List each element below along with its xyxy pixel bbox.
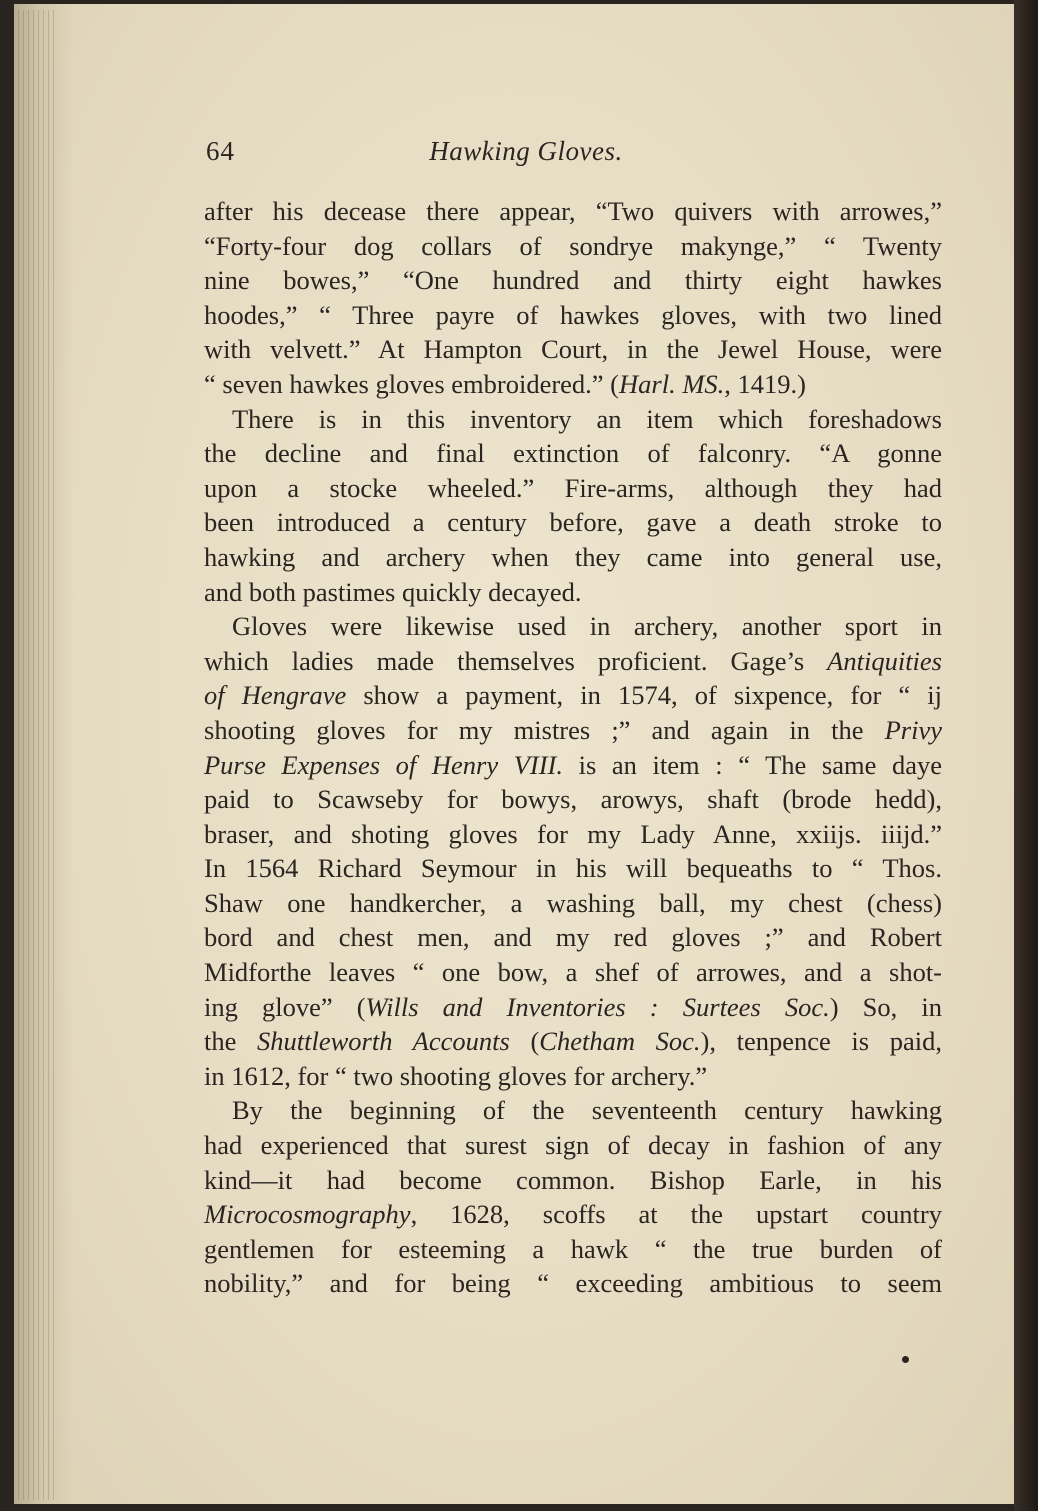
right-edge-shadow xyxy=(1014,0,1038,1511)
text-line: which ladies made themselves proficient. Gage’s Antiquities xyxy=(204,645,942,676)
text-line: Gloves were likewise used in archery, another sport in xyxy=(232,611,942,642)
text-line: Midforthe leaves “ one bow, a shef of arrowes, and a shot- xyxy=(204,957,942,988)
running-title: Hawking Gloves. xyxy=(429,136,623,166)
text-line: the Shuttleworth Accounts (Chetham Soc.), tenpence is paid, xyxy=(204,1026,943,1057)
text-line: hoodes,” “ Three payre of hawkes gloves, with two lined xyxy=(204,299,942,330)
text-line: gentlemen for esteeming a hawk “ the true burden of xyxy=(204,1233,942,1264)
text-line: By the beginning of the seventeenth century hawking xyxy=(232,1095,942,1126)
text-line: nobility,” and for being “ exceeding ambitious to seem xyxy=(204,1268,942,1299)
text-line: paid to Scawseby for bowys, arowys, shaft (brode hedd), xyxy=(204,784,942,815)
text-line: the decline and final extinction of falconry. “A gonne xyxy=(204,438,942,469)
text-line: in 1612, for “ two shooting gloves for archery.” xyxy=(204,1060,708,1091)
text-line: hawking and archery when they came into general use, xyxy=(204,541,942,572)
text-line: Microcosmography, 1628, scoffs at the upstart country xyxy=(204,1199,942,1230)
text-line: braser, and shoting gloves for my Lady Anne, xxiijs. iiijd.” xyxy=(204,818,942,849)
text-line: shooting gloves for my mistres ;” and again in the Privy xyxy=(204,714,942,745)
text-line: after his decease there appear, “Two quivers with arrowes,” xyxy=(204,196,942,226)
text-line: with velvett.” At Hampton Court, in the Jewel House, were xyxy=(204,334,942,365)
text-line: ing glove” (Wills and Inventories : Surtees Soc.) So, in xyxy=(204,991,942,1022)
text-line: had experienced that surest sign of decay in fashion of any xyxy=(204,1130,942,1161)
text-line: “Forty-four dog collars of sondrye makynge,” “ Twenty xyxy=(204,230,942,261)
page-header xyxy=(206,136,941,176)
ink-speck xyxy=(902,1356,909,1363)
text-line: In 1564 Richard Seymour in his will bequeaths to “ Thos. xyxy=(204,853,942,884)
text-line: There is in this inventory an item which foreshadows xyxy=(232,403,942,434)
text-line: “ seven hawkes gloves embroidered.” (Harl. MS., 1419.) xyxy=(204,368,806,399)
text-line: of Hengrave show a payment, in 1574, of sixpence, for “ ij xyxy=(204,680,942,711)
text-line: and both pastimes quickly decayed. xyxy=(204,576,582,607)
text-line: nine bowes,” “One hundred and thirty eight hawkes xyxy=(204,265,942,296)
text-line: been introduced a century before, gave a death stroke to xyxy=(204,507,942,538)
text-line: Purse Expenses of Henry VIII. is an item : “ The same daye xyxy=(204,749,943,780)
text-line: kind—it had become common. Bishop Earle, in his xyxy=(204,1164,942,1195)
text-line: upon a stocke wheeled.” Fire-arms, although they had xyxy=(204,472,942,503)
body-text xyxy=(204,194,942,1301)
page-number: 64 xyxy=(206,136,235,166)
text-line: Shaw one handkercher, a washing ball, my chest (chess) xyxy=(204,887,942,918)
text-line: bord and chest men, and my red gloves ;” and Robert xyxy=(204,922,942,953)
gutter-texture xyxy=(18,10,58,1500)
